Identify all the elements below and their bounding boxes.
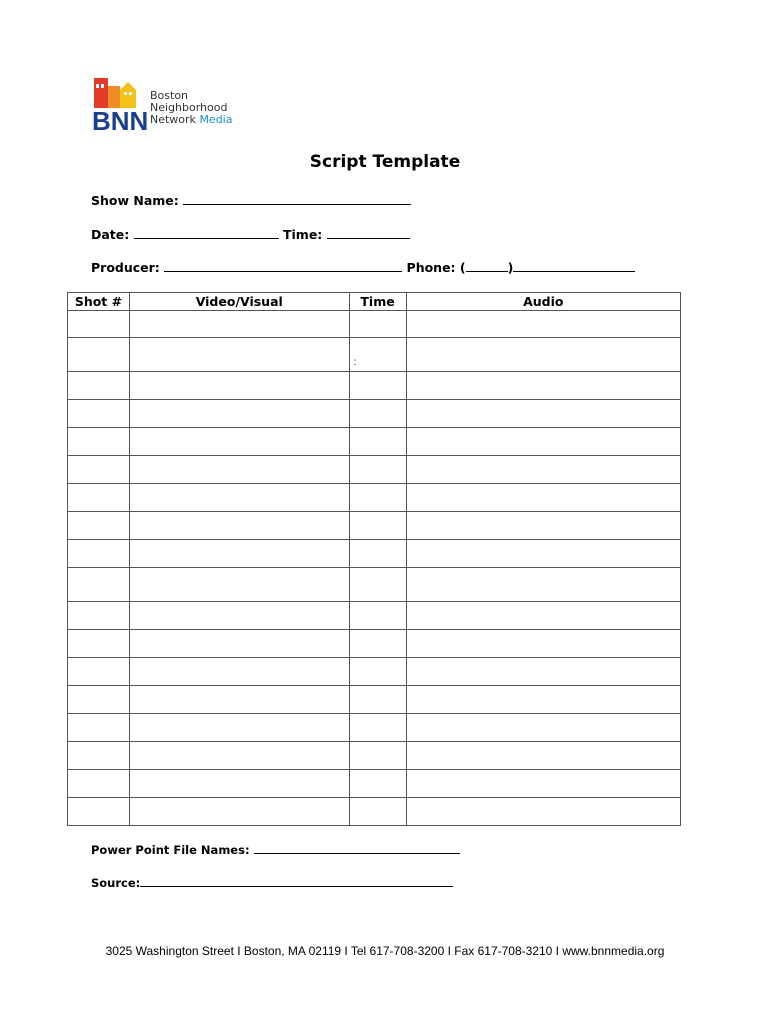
phone-paren: ) bbox=[507, 260, 514, 275]
logo-abbr: BNN bbox=[92, 106, 149, 134]
audio-cell[interactable] bbox=[406, 484, 680, 512]
logo-line-3: Network Media bbox=[150, 113, 233, 126]
table-row bbox=[68, 311, 681, 338]
show-name-field[interactable] bbox=[183, 192, 411, 205]
audio-cell[interactable] bbox=[406, 798, 680, 826]
audio-cell[interactable] bbox=[406, 372, 680, 400]
table-row bbox=[68, 456, 681, 484]
footer-address: 3025 Washington Street I Boston, MA 02119 I Tel 617-708-3200 I Fax 617-708-3210 I www.bnnmedia.org bbox=[105, 944, 665, 958]
time-cell[interactable] bbox=[349, 742, 406, 770]
header-time: Time bbox=[349, 293, 406, 311]
phone-field[interactable] bbox=[513, 259, 635, 272]
ppt-row bbox=[91, 841, 460, 857]
table-row bbox=[68, 484, 681, 512]
audio-cell[interactable] bbox=[406, 602, 680, 630]
shot-cell[interactable] bbox=[68, 568, 130, 602]
logo-line-2: Neighborhood bbox=[150, 101, 228, 114]
source-field[interactable] bbox=[140, 874, 453, 887]
video-cell[interactable] bbox=[129, 456, 349, 484]
shot-cell[interactable] bbox=[68, 372, 130, 400]
table-row bbox=[68, 602, 681, 630]
video-cell[interactable] bbox=[129, 512, 349, 540]
video-cell[interactable] bbox=[129, 658, 349, 686]
time-cell[interactable] bbox=[349, 770, 406, 798]
time-cell[interactable] bbox=[349, 602, 406, 630]
video-cell[interactable] bbox=[129, 686, 349, 714]
video-cell[interactable] bbox=[129, 428, 349, 456]
time-cell[interactable] bbox=[349, 568, 406, 602]
audio-cell[interactable] bbox=[406, 742, 680, 770]
shot-cell[interactable] bbox=[68, 400, 130, 428]
video-cell[interactable] bbox=[129, 770, 349, 798]
audio-cell[interactable] bbox=[406, 770, 680, 798]
shot-cell[interactable] bbox=[68, 798, 130, 826]
table-row bbox=[68, 686, 681, 714]
table-row bbox=[68, 400, 681, 428]
date-field[interactable] bbox=[134, 226, 279, 239]
logo-text bbox=[150, 90, 232, 126]
video-cell[interactable] bbox=[129, 400, 349, 428]
ppt-field[interactable] bbox=[254, 841, 460, 854]
area-code-field[interactable] bbox=[466, 259, 508, 272]
audio-cell[interactable] bbox=[406, 428, 680, 456]
producer-phone-row bbox=[91, 259, 635, 275]
shot-cell[interactable] bbox=[68, 742, 130, 770]
time-cell[interactable] bbox=[349, 338, 406, 372]
script-table bbox=[67, 292, 681, 826]
shot-cell[interactable] bbox=[68, 484, 130, 512]
video-cell[interactable] bbox=[129, 714, 349, 742]
audio-cell[interactable] bbox=[406, 311, 680, 338]
date-label: Date: bbox=[91, 227, 130, 242]
video-cell[interactable] bbox=[129, 484, 349, 512]
logo-line-1: Boston bbox=[150, 89, 189, 102]
time-field[interactable] bbox=[327, 226, 410, 239]
phone-label: Phone: ( bbox=[406, 260, 466, 275]
table-row bbox=[68, 742, 681, 770]
video-cell[interactable] bbox=[129, 742, 349, 770]
video-cell[interactable] bbox=[129, 311, 349, 338]
audio-cell[interactable] bbox=[406, 540, 680, 568]
video-cell[interactable] bbox=[129, 602, 349, 630]
audio-cell[interactable] bbox=[406, 400, 680, 428]
audio-cell[interactable] bbox=[406, 658, 680, 686]
shot-cell[interactable] bbox=[68, 602, 130, 630]
audio-cell[interactable] bbox=[406, 630, 680, 658]
time-cell[interactable] bbox=[349, 484, 406, 512]
producer-field[interactable] bbox=[164, 259, 402, 272]
audio-cell[interactable] bbox=[406, 338, 680, 372]
audio-cell[interactable] bbox=[406, 686, 680, 714]
audio-cell[interactable] bbox=[406, 568, 680, 602]
time-cell[interactable] bbox=[349, 714, 406, 742]
table-row bbox=[68, 512, 681, 540]
video-cell[interactable] bbox=[129, 540, 349, 568]
shot-cell[interactable] bbox=[68, 311, 130, 338]
shot-cell[interactable] bbox=[68, 338, 130, 372]
video-cell[interactable] bbox=[129, 630, 349, 658]
time-cell[interactable] bbox=[349, 428, 406, 456]
time-cell[interactable] bbox=[349, 658, 406, 686]
table-row bbox=[68, 658, 681, 686]
show-name-label: Show Name: bbox=[91, 193, 179, 208]
shot-cell[interactable] bbox=[68, 540, 130, 568]
time-mark: : bbox=[353, 357, 357, 368]
audio-cell[interactable] bbox=[406, 512, 680, 540]
shot-cell[interactable] bbox=[68, 770, 130, 798]
header-shot: Shot # bbox=[68, 293, 130, 311]
video-cell[interactable] bbox=[129, 338, 349, 372]
time-cell[interactable] bbox=[349, 540, 406, 568]
time-cell[interactable] bbox=[349, 400, 406, 428]
shot-cell[interactable] bbox=[68, 456, 130, 484]
table-row bbox=[68, 338, 681, 372]
table-row bbox=[68, 770, 681, 798]
table-row bbox=[68, 428, 681, 456]
shot-cell[interactable] bbox=[68, 512, 130, 540]
table-header-row bbox=[68, 293, 681, 311]
time-label: Time: bbox=[282, 227, 323, 242]
source-row bbox=[91, 874, 453, 890]
shot-cell[interactable] bbox=[68, 658, 130, 686]
time-cell[interactable] bbox=[349, 630, 406, 658]
time-cell[interactable] bbox=[349, 456, 406, 484]
video-cell[interactable] bbox=[129, 568, 349, 602]
time-cell[interactable] bbox=[349, 686, 406, 714]
show-name-row bbox=[91, 192, 411, 208]
audio-cell[interactable] bbox=[406, 714, 680, 742]
shot-cell[interactable] bbox=[68, 714, 130, 742]
video-cell[interactable] bbox=[129, 372, 349, 400]
header-video-visual: Video/Visual bbox=[129, 293, 349, 311]
time-cell[interactable] bbox=[349, 372, 406, 400]
table-row bbox=[68, 798, 681, 826]
shot-cell[interactable] bbox=[68, 630, 130, 658]
shot-cell[interactable] bbox=[68, 686, 130, 714]
date-time-row bbox=[91, 226, 410, 242]
video-cell[interactable] bbox=[129, 798, 349, 826]
producer-label: Producer: bbox=[91, 260, 160, 275]
source-label: Source: bbox=[91, 876, 141, 890]
table-row bbox=[68, 540, 681, 568]
time-cell[interactable] bbox=[349, 512, 406, 540]
table-row bbox=[68, 372, 681, 400]
page-title: Script Template bbox=[309, 152, 461, 172]
time-cell[interactable] bbox=[349, 311, 406, 338]
header-audio: Audio bbox=[406, 293, 680, 311]
table-row bbox=[68, 568, 681, 602]
shot-cell[interactable] bbox=[68, 428, 130, 456]
table-row bbox=[68, 630, 681, 658]
logo-media-word: Media bbox=[199, 113, 233, 126]
time-cell[interactable] bbox=[349, 798, 406, 826]
ppt-label: Power Point File Names: bbox=[91, 843, 250, 857]
audio-cell[interactable] bbox=[406, 456, 680, 484]
table-row bbox=[68, 714, 681, 742]
